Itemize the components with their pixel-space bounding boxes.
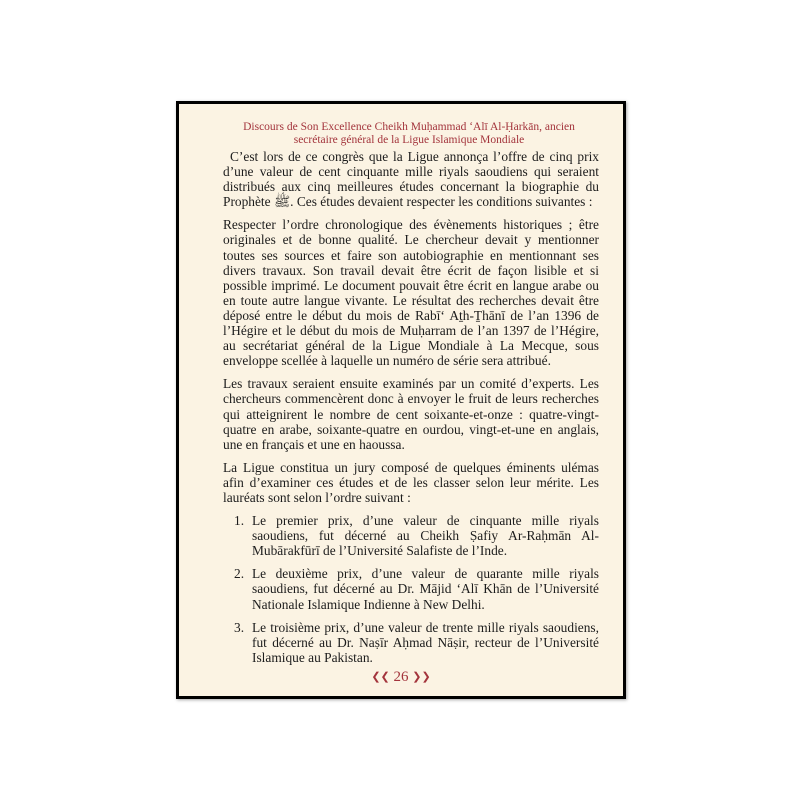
list-item	[223, 620, 599, 665]
list-item	[223, 566, 599, 611]
list-text: Le troisième prix, d’une valeur de trente mille riyals saoudiens, fut décerné au Dr. Naṣīr Aḥmad Nāṣir, recteur de l’Université Islamique au Pakistan.	[252, 619, 599, 665]
paragraph-conditions: Respecter l’ordre chronologique des évènements historiques ; être originales et de bonne qualité. Le chercheur devait y mentionner toutes ses sources et faire son autobiographie en mentionnant ses divers travaux. Son travail devait être écrit de façon lisible et si possible imprimé. Le document pouvait être écrit en langue arabe ou en toute autre langue vivante. Le résultat des recherches devait être déposé entre le début du mois de Rabī‘ Aṯh-Ṯhānī de l’an 1396 de l’Hégire et le début du mois de Muḥarram de l’an 1397 de l’Hégire, au secrétariat général de la Ligue Mondiale à La Mecque, sous enveloppe scellée à laquelle un numéro de série sera attribué.	[223, 217, 599, 369]
paragraph-submissions: Les travaux seraient ensuite examinés par un comité d’experts. Les chercheurs commencèrent donc à envoyer le fruit de leurs recherches qui atteignirent le nombre de cent soixante-et-onze : quatre-vingt-quatre en arabe, soixante-quatre en ourdou, vingt-et-une en anglais, une en français et une en haoussa.	[223, 376, 599, 452]
list-number: 1.	[234, 513, 245, 529]
list-text: Le premier prix, d’une valeur de cinquante mille riyals saoudiens, fut décerné au Cheikh Ṣafiy Ar-Raḥmān Al-Mubārakfūrī de l’Université Salafiste de l’Inde.	[252, 513, 599, 559]
page-body	[223, 149, 599, 673]
paragraph-jury: La Ligue constitua un jury composé de quelques éminents ulémas afin d’examiner ces études et de les classer selon leur mérite. Les lauréats sont selon l’ordre suivant :	[223, 459, 599, 505]
page-footer	[179, 668, 623, 686]
ornament-left-icon: ❮❮	[371, 671, 390, 683]
paragraph-intro: C’est lors de ce congrès que la Ligue annonça l’offre de cinq prix d’une valeur de cent cinquante mille riyals saoudiens qui seraient distribués aux cinq meilleures études concernant la biographie du Prophète ﷺ. Ces études devaient respecter les conditions suivantes :	[223, 149, 599, 210]
page-number: 26	[393, 669, 409, 685]
list-number: 3.	[234, 619, 245, 635]
ornament-right-icon: ❯❯	[412, 671, 431, 683]
list-item	[223, 513, 599, 558]
header-line-1: Discours de Son Excellence Cheikh Muḥammad ‘Alī Al-Ḥarkān, ancien	[243, 121, 575, 133]
prize-list	[223, 513, 599, 665]
list-number: 2.	[234, 566, 245, 582]
running-header	[229, 121, 589, 147]
book-page	[176, 101, 626, 699]
list-text: Le deuxième prix, d’une valeur de quarante mille riyals saoudiens, fut décerné au Dr. Mājid ‘Alī Khān de l’Université Nationale Islamique Indienne à New Delhi.	[252, 566, 599, 612]
header-line-2: secrétaire général de la Ligue Islamique Mondiale	[293, 134, 525, 146]
